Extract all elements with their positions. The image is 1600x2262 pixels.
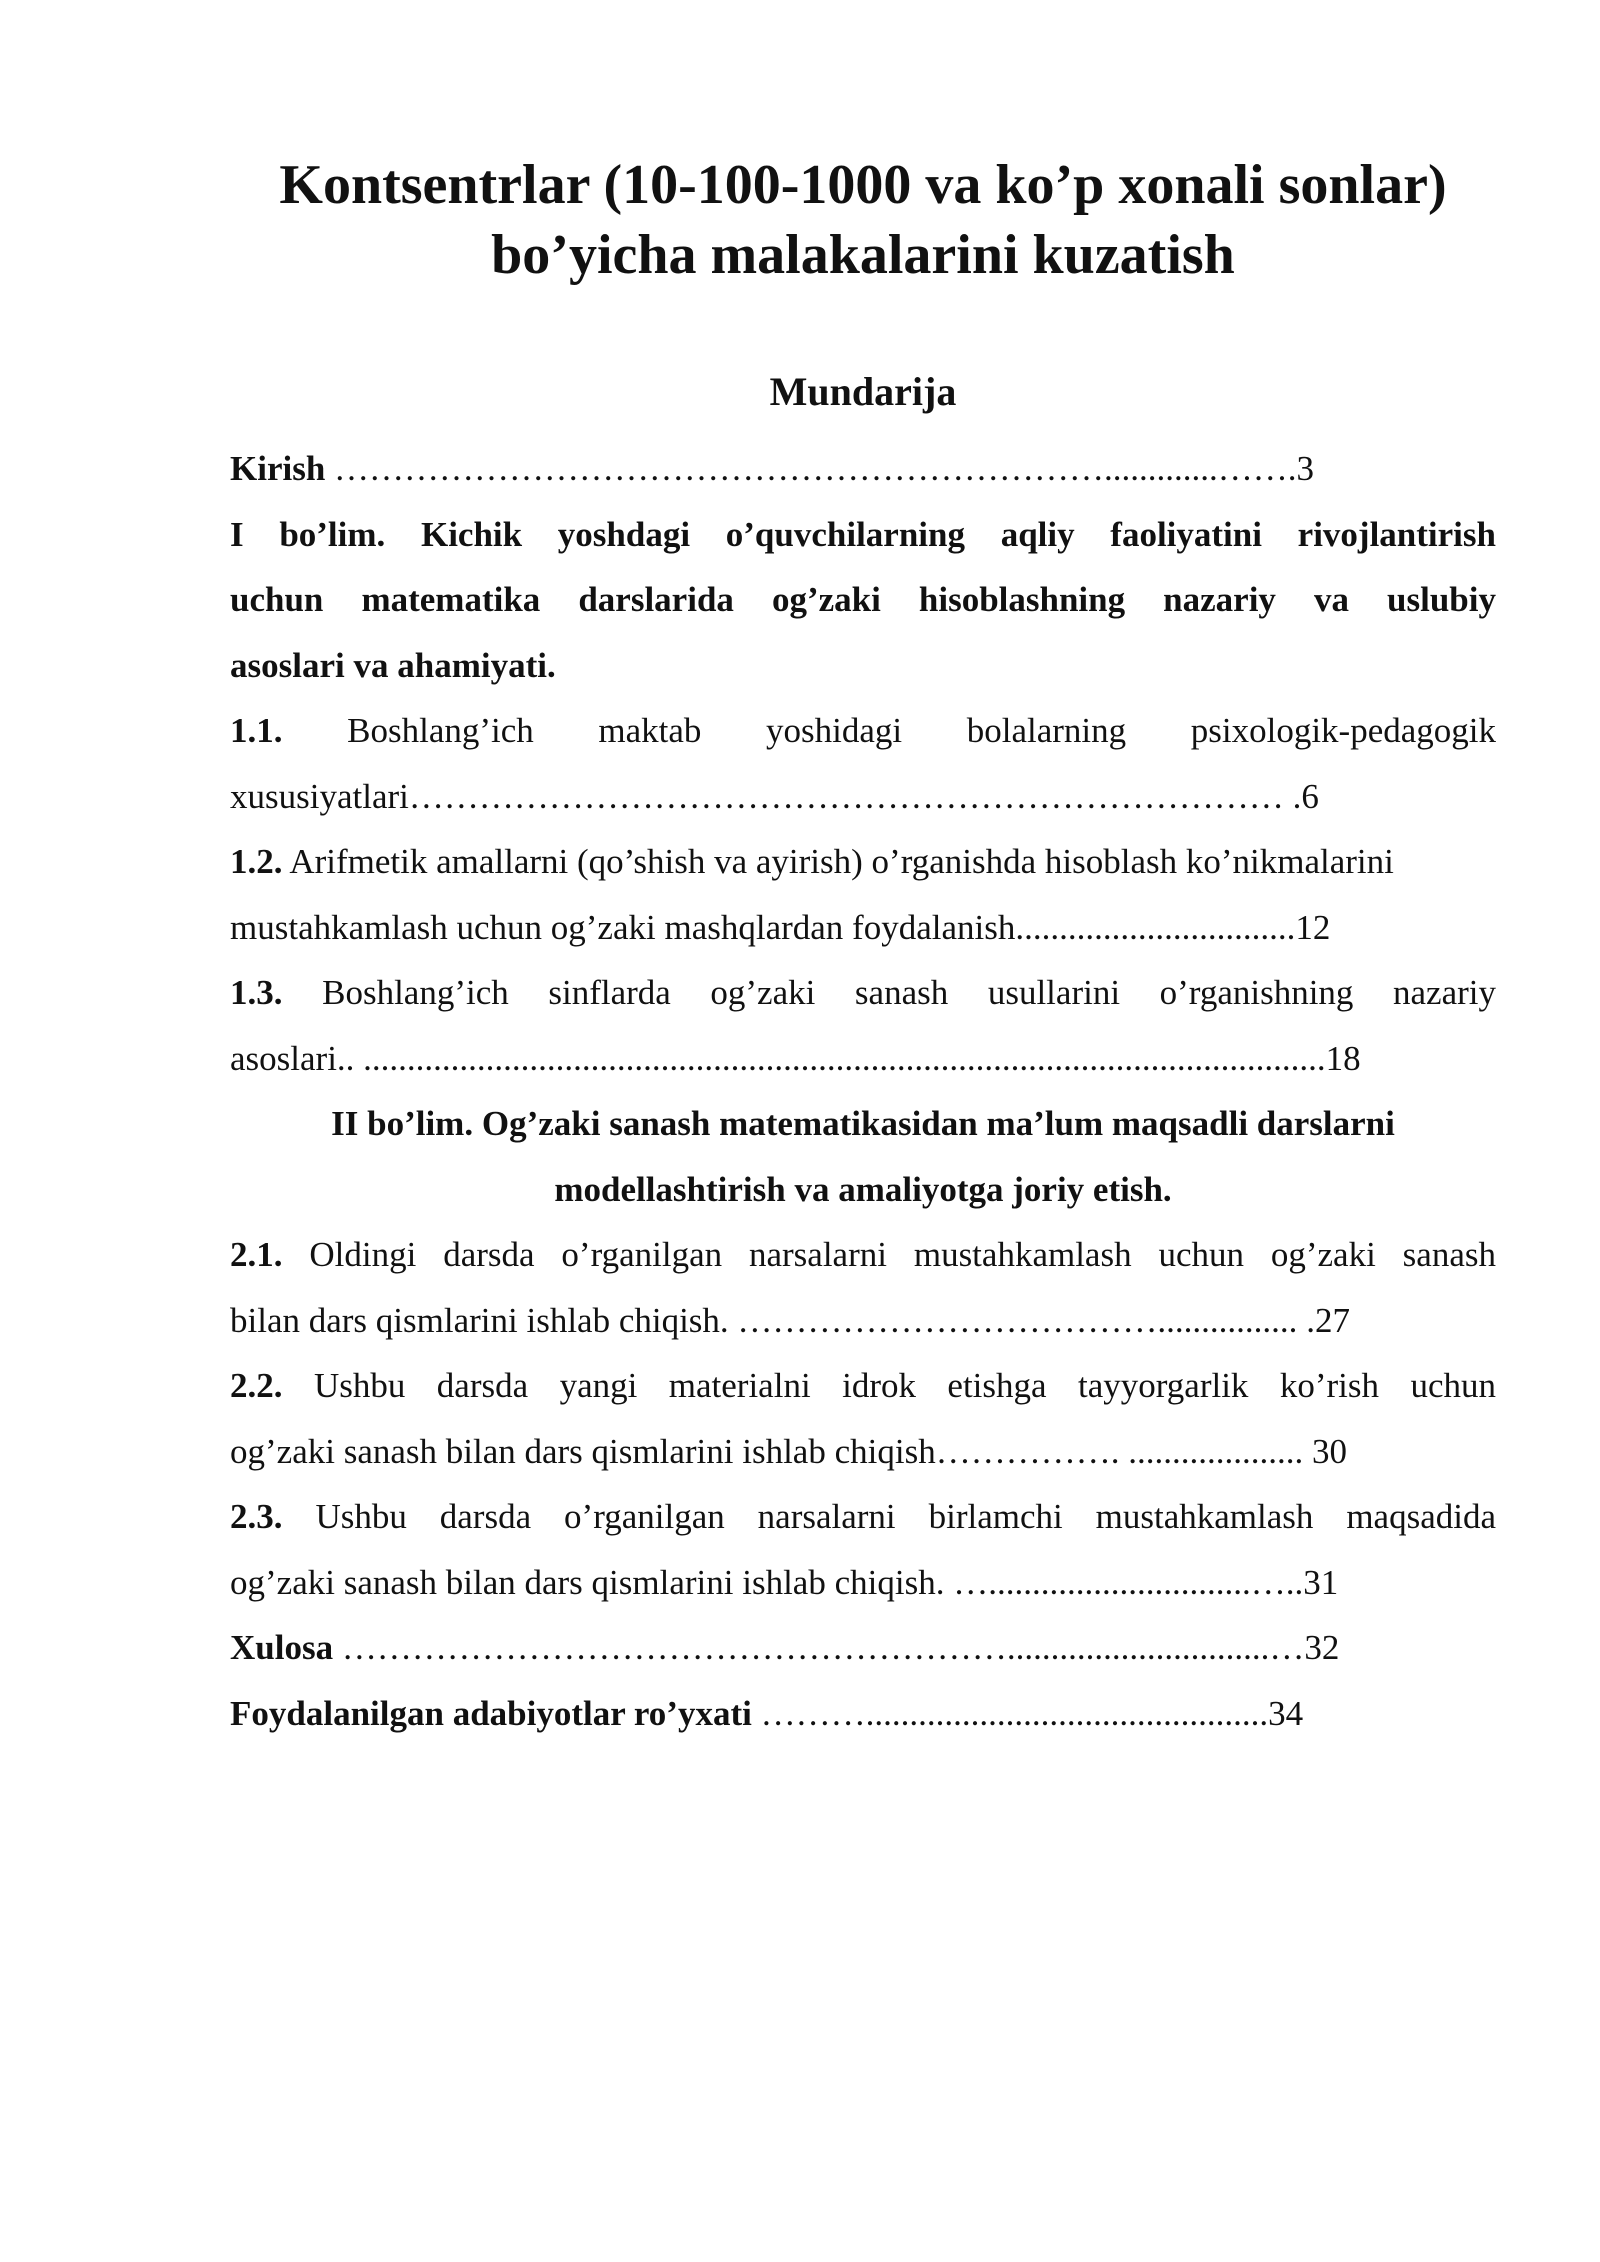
toc-entry-1-3[interactable]: [230, 960, 1496, 1091]
toc-entry-line-1: [230, 960, 1496, 1026]
toc-section-number: 1.1.: [230, 711, 283, 750]
toc-page-number: 31: [1303, 1562, 1339, 1602]
toc-entry-adabiyotlar[interactable]: [230, 1681, 1496, 1747]
toc-entry-line-2: [230, 1026, 1496, 1092]
toc-page-number: .27: [1306, 1300, 1350, 1340]
toc-entry-text: bilan dars qismlarini ishlab chiqish. ………………………………................: [230, 1300, 1307, 1340]
toc-entry-xulosa[interactable]: [230, 1615, 1496, 1681]
toc-entry-text: Arifmetik amallarni (qo’shish va ayirish) o’rganishda hisoblash ko’nikmalarini: [289, 842, 1394, 881]
toc-entry-label: Xulosa: [230, 1628, 334, 1667]
toc-entry-line-2: [230, 764, 1496, 830]
toc-entry-text: Boshlang’ich sinflarda og’zaki sanash usullarini o’rganishning nazariy: [322, 973, 1497, 1012]
toc-entry-2-3[interactable]: [230, 1484, 1496, 1615]
toc-entry-1-2[interactable]: [230, 829, 1496, 960]
toc-entry-1-1[interactable]: [230, 698, 1496, 829]
toc-heading: Mundarija: [769, 369, 957, 414]
toc-leader: …………………………………………………..............................…: [333, 1628, 1305, 1667]
title-line-1: Kontsentrlar (10-100-1000 va ko’p xonali sonlar): [279, 154, 1447, 216]
toc-entry-text: og’zaki sanash bilan dars qismlarini ishlab chiqish. …..............................…..: [230, 1562, 1304, 1602]
toc-section-number: 2.3.: [230, 1497, 283, 1536]
toc-leader: ………………………………………………………….............……: [325, 449, 1288, 488]
toc-entry-line-1: [230, 829, 1496, 895]
toc-entry-text: Ushbu darsda o’rganilgan narsalarni birlamchi mustahkamlash maqsadida: [315, 1497, 1496, 1536]
toc-entry-text: Oldingi darsda o’rganilgan narsalarni mustahkamlash uchun og’zaki sanash: [309, 1235, 1496, 1274]
toc-section-number: 2.2.: [230, 1366, 283, 1405]
toc-entry-label: Kirish: [230, 449, 326, 488]
toc-entry-part-2[interactable]: [230, 1091, 1496, 1222]
title-line-2: bo’yicha malakalarini kuzatish: [491, 224, 1235, 286]
toc-entry-2-1[interactable]: [230, 1222, 1496, 1353]
toc-entry-line-1: [230, 698, 1496, 764]
toc-entry-text: Ushbu darsda yangi materialni idrok etishga tayyorgarlik ko’rish uchun: [313, 1366, 1497, 1405]
table-of-contents: [230, 436, 1496, 1746]
toc-entry-line-2: [230, 895, 1496, 961]
toc-part-2-line-2: modellashtirish va amaliyotga joriy etish.: [554, 1169, 1172, 1209]
toc-page-number: 30: [1311, 1431, 1347, 1471]
toc-page-number: 34: [1268, 1693, 1304, 1733]
toc-page-number: 12: [1295, 907, 1331, 947]
toc-entry-text: Boshlang’ich maktab yoshidagi bolalarning psixologik-pedagogik: [347, 711, 1496, 750]
document-page: [230, 150, 1496, 1746]
toc-part-1-line-1: I bo’lim. Kichik yoshdagi o’quvchilarning aqliy faoliyatini rivojlantirish: [230, 514, 1496, 554]
toc-entry-line-1: [230, 1222, 1496, 1288]
toc-section-number: 1.3.: [230, 973, 283, 1012]
toc-entry-line-2: [230, 1419, 1496, 1485]
toc-entry-part-1[interactable]: [230, 502, 1496, 699]
toc-entry-line-2: [230, 1550, 1496, 1616]
toc-part-1-line-2: uchun matematika darslarida og’zaki hisoblashning nazariy va uslubiy: [230, 580, 1496, 619]
toc-entry-2-2[interactable]: [230, 1353, 1496, 1484]
toc-entry-text: og’zaki sanash bilan dars qismlarini ishlab chiqish……………. ....................: [230, 1431, 1312, 1471]
toc-page-number: 18: [1325, 1038, 1361, 1078]
toc-entry-text: xususiyatlari…………………………………………………………………: [230, 776, 1293, 816]
toc-entry-text: asoslari.. ..............................................................................................................: [230, 1038, 1326, 1078]
toc-entry-line-2: [230, 1288, 1496, 1354]
toc-entry-line-1: [230, 1353, 1496, 1419]
toc-entry-label: Foydalanilgan adabiyotlar ro’yxati: [230, 1693, 752, 1733]
toc-entry-text: mustahkamlash uchun og’zaki mashqlardan foydalanish................................: [230, 907, 1296, 947]
toc-section-number: 1.2.: [230, 842, 283, 881]
toc-leader: ………..............................................: [751, 1693, 1269, 1733]
toc-entry-kirish[interactable]: [230, 436, 1496, 502]
toc-entry-line-1: [230, 1484, 1496, 1550]
toc-part-1-line-3: asoslari va ahamiyati.: [230, 645, 556, 685]
toc-part-2-line-1: II bo’lim. Og’zaki sanash matematikasidan ma’lum maqsadli darslarni: [331, 1104, 1395, 1143]
toc-page-number: 32: [1304, 1628, 1340, 1667]
document-title: [230, 150, 1496, 290]
toc-section-number: 2.1.: [230, 1235, 283, 1274]
toc-page-number: .6: [1292, 776, 1319, 816]
toc-page-number: .3: [1287, 449, 1315, 488]
